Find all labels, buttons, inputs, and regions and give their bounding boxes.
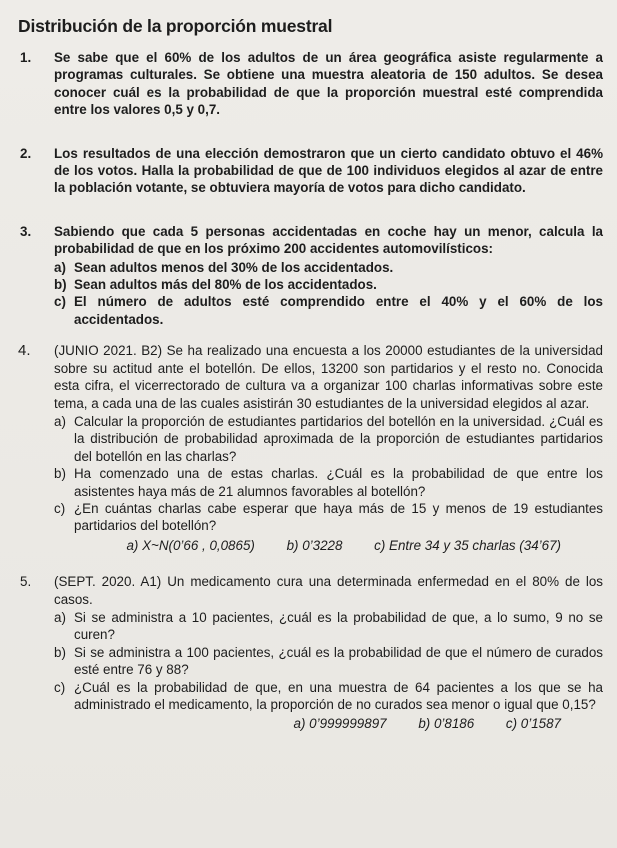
subquestion bbox=[54, 293, 603, 328]
subquestion-text: Sean adultos menos del 30% de los accidentados. bbox=[74, 259, 394, 275]
page-title: Distribución de la proporción muestral bbox=[18, 16, 333, 36]
subquestion-text: El número de adultos esté comprendido entre el 40% y el 60% de los accidentados. bbox=[74, 294, 603, 327]
subquestion-label: b) bbox=[54, 277, 67, 293]
subquestion bbox=[54, 465, 603, 500]
problem-text: Sabiendo que cada 5 personas accidentadas en coche hay un menor, calcula la probabilidad de que en los próximo 200 accidentes automovilísticos: bbox=[54, 223, 603, 257]
answer-key bbox=[54, 715, 603, 732]
subquestion bbox=[54, 259, 603, 276]
subquestion bbox=[54, 679, 603, 714]
subquestion-list bbox=[54, 609, 603, 713]
subquestion-text: ¿En cuántas charlas cabe esperar que haya más de 15 y menos de 19 estudiantes partidarios del botellón? bbox=[74, 500, 603, 534]
problem-text: Los resultados de una elección demostraron que un cierto candidato obtuvo el 46% de los votos. Halla la probabilidad de que de 100 individuos elegidos al azar de entre la población votante, se obtuviera mayoría de votos para dicho candidato. bbox=[54, 145, 603, 196]
subquestion-list bbox=[54, 413, 603, 535]
subquestion-label: b) bbox=[54, 466, 66, 482]
subquestion-text: Si se administra a 100 pacientes, ¿cuál es la probabilidad de que el número de curados esté entre 76 y 88? bbox=[74, 644, 603, 678]
subquestion-label: a) bbox=[54, 413, 66, 429]
answer: c) 0’1587 bbox=[505, 716, 561, 732]
problem-number: 1. bbox=[20, 50, 32, 65]
answer: a) 0’999999897 bbox=[293, 716, 387, 732]
answer: b) 0’3228 bbox=[286, 537, 343, 553]
problem-5 bbox=[18, 573, 603, 733]
problem-text: Se sabe que el 60% de los adultos de un área geográfica asiste regularmente a programas culturales. Se obtiene una muestra aleatoria de 150 adultos. Se desea conocer cuál es la probabilidad de que la proporción muestral esté comprendida entre los valores 0,5 y 0,7. bbox=[54, 50, 603, 118]
subquestion-text: Si se administra a 10 pacientes, ¿cuál es la probabilidad de que, a lo sumo, 9 no se curen? bbox=[74, 609, 603, 643]
subquestion-text: Ha comenzado una de estas charlas. ¿Cuál es la probabilidad de que entre los asistentes haya más de 21 alumnos favorables al botellón? bbox=[74, 466, 603, 499]
subquestion-label: c) bbox=[54, 294, 66, 310]
problem-number: 2. bbox=[20, 145, 32, 161]
answer: c) Entre 34 y 35 charlas (34’67) bbox=[374, 537, 561, 553]
subquestion-label: a) bbox=[54, 609, 66, 625]
subquestion bbox=[54, 276, 603, 293]
problem-text: (JUNIO 2021. B2) Se ha realizado una encuesta a los 20000 estudiantes de la universidad sobre su actitud ante el botellón. De ellos, 13200 son partidarios y el resto no. Conocida esta cifra, el vicerrectorado de cultura va a organizar 100 charlas informativas sobre este tema, a cada una de las cuales asistirán 30 estudiantes de la universidad elegidos al azar. bbox=[54, 343, 603, 411]
answer-key bbox=[54, 537, 603, 554]
answer: a) X~N(0’66 , 0,0865) bbox=[126, 537, 255, 553]
subquestion-label: c) bbox=[54, 500, 66, 516]
subquestion-list bbox=[54, 259, 603, 329]
subquestion-text: Sean adultos más del 80% de los accidentados. bbox=[74, 277, 377, 293]
subquestion bbox=[54, 644, 603, 679]
problem-3 bbox=[18, 223, 603, 328]
subquestion bbox=[54, 500, 603, 535]
subquestion bbox=[54, 413, 603, 465]
problem-1 bbox=[18, 49, 603, 119]
subquestion-label: a) bbox=[54, 259, 66, 275]
problem-number: 3. bbox=[20, 223, 32, 239]
problem-text: (SEPT. 2020. A1) Un medicamento cura una determinada enfermedad en el 80% de los casos. bbox=[54, 574, 603, 607]
problem-number: 5. bbox=[20, 574, 32, 590]
subquestion-text: ¿Cuál es la probabilidad de que, en una muestra de 64 pacientes a los que se ha administrado el medicamento, la proporción de no curados sea menor o igual que 0,15? bbox=[74, 679, 603, 712]
problem-2 bbox=[18, 145, 603, 197]
answer: b) 0’8186 bbox=[418, 716, 475, 732]
subquestion bbox=[54, 609, 603, 644]
problem-number: 4. bbox=[18, 342, 31, 360]
subquestion-text: Calcular la proporción de estudiantes partidarios del botellón en la universidad. ¿Cuál es la distribución de probabilidad aproximada de la proporción de estudiantes partidarios del botellón en las charlas? bbox=[74, 413, 603, 464]
subquestion-label: b) bbox=[54, 644, 66, 660]
subquestion-label: c) bbox=[54, 679, 66, 695]
problem-4 bbox=[18, 342, 603, 554]
